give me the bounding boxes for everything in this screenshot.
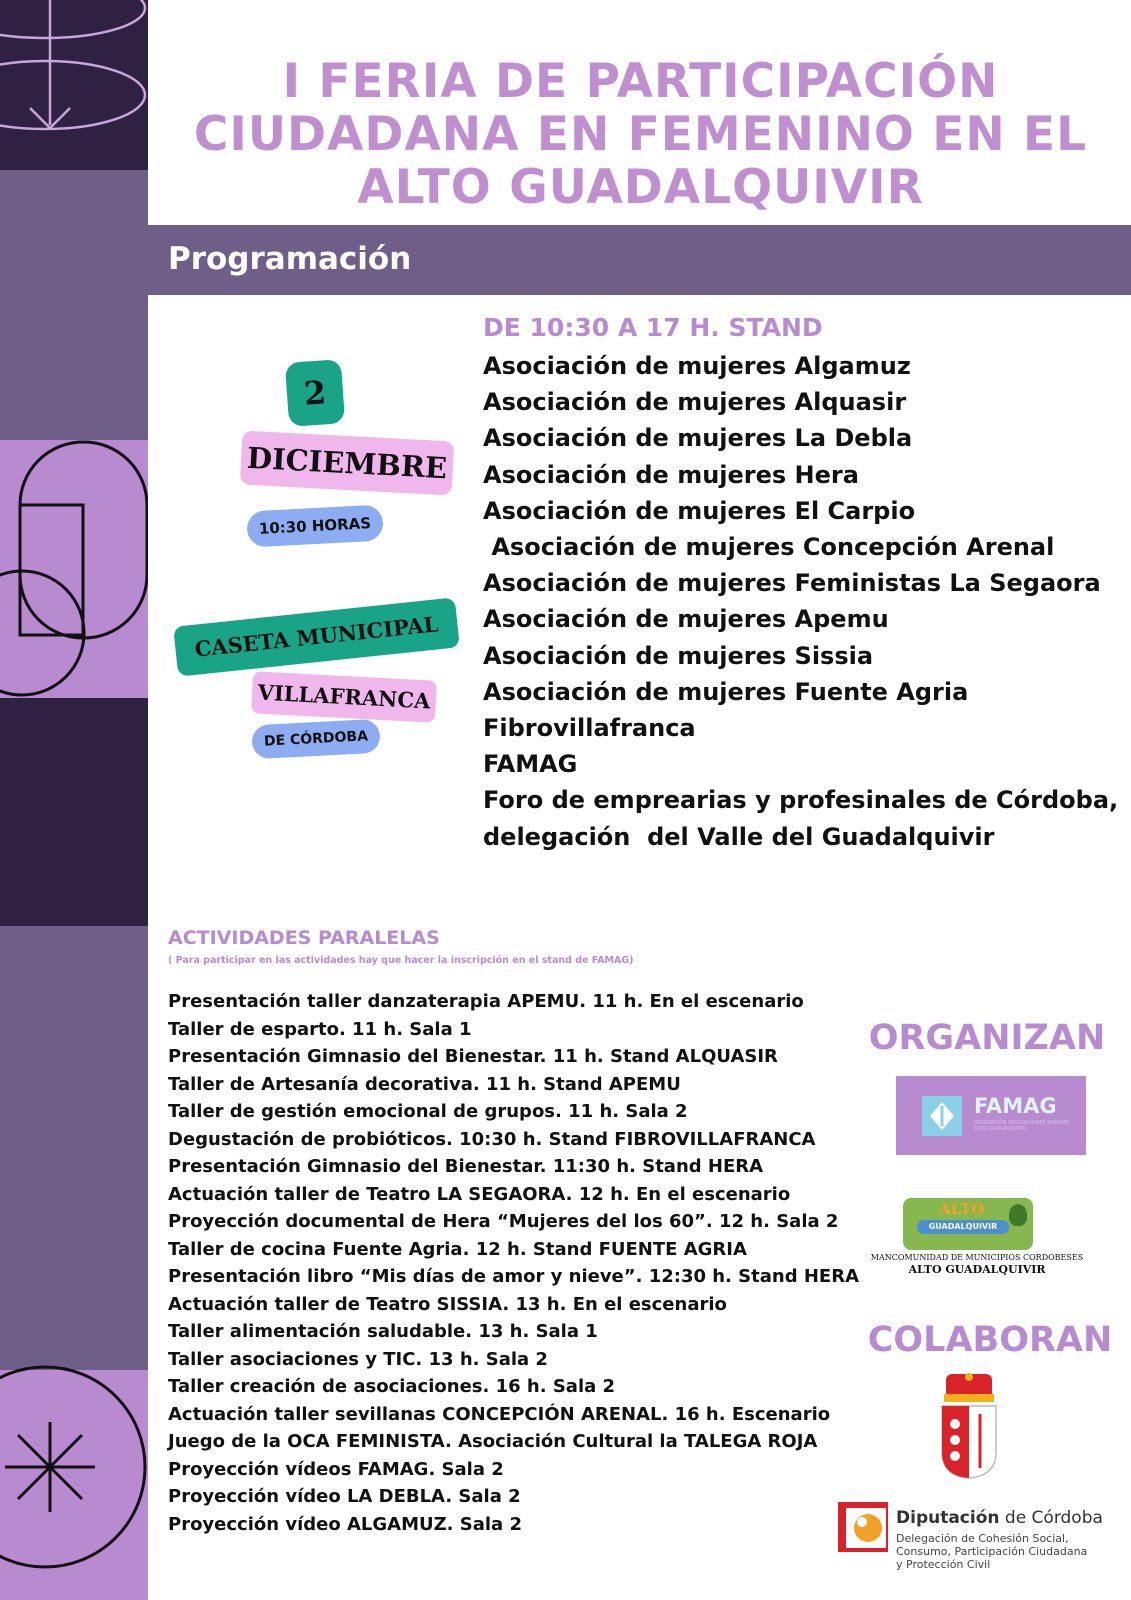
stand-item: Asociación de mujeres Algamuz <box>483 352 911 380</box>
stand-item: Asociación de mujeres Hera <box>483 460 859 489</box>
ellipse-ornament-top <box>0 0 145 38</box>
title-line-3: ALTO GUADALQUIVIR <box>357 160 924 215</box>
stand-item: Asociación de mujeres Sissia <box>483 641 874 670</box>
activity-item: Taller creación de asociaciones. 16 h. Sala 2 <box>168 1376 616 1397</box>
diputacion-line-2: Consumo, Participación Ciudadana <box>896 1545 1088 1558</box>
famag-logo-subtext: FEDERACIÓN ASOCIACIONES MUJERES ALTO GUADALQUIVIR <box>974 1120 1070 1132</box>
stand-item: Foro de emprearias y profesinales de Córdoba, <box>483 786 1119 815</box>
tree-icon <box>1009 1204 1027 1226</box>
stand-item: Asociación de mujeres Apemu <box>483 605 889 634</box>
diputacion-name-bold: Diputación <box>896 1508 1000 1528</box>
activities-note: ( Para participar en las actividades hay que hacer la inscripción en el stand de FAMAG) <box>168 955 634 966</box>
stand-item: FAMAG <box>483 750 578 779</box>
town-badge: VILLAFRANCA <box>251 671 437 723</box>
activity-item: Proyección vídeos FAMAG. Sala 2 <box>168 1458 504 1480</box>
famag-logo-text: FAMAG <box>974 1094 1057 1118</box>
ellipse-ornament-bottom <box>0 61 145 129</box>
famag-logo <box>896 1076 1086 1155</box>
stand-item: Asociación de mujeres Alquasir <box>483 388 907 417</box>
activity-item: Presentación libro “Mis días de amor y nieve”. 12:30 h. Stand HERA <box>168 1266 860 1287</box>
activities-heading: ACTIVIDADES PARALELAS <box>168 927 440 949</box>
sidebar-line-art <box>0 0 148 1600</box>
diputacion-line-1: Delegación de Cohesión Social, <box>896 1532 1069 1545</box>
activity-item: Proyección documental de Hera “Mujeres del los 60”. 12 h. Sala 2 <box>168 1211 839 1232</box>
section-title: Programación <box>168 241 412 277</box>
stand-item: Asociación de mujeres La Debla <box>483 424 913 453</box>
circle-outline <box>0 571 84 695</box>
activities-list <box>168 988 859 1538</box>
activity-item: Taller alimentación saludable. 13 h. Sala 1 <box>168 1321 598 1342</box>
diputacion-name-rest: de Córdoba <box>999 1508 1103 1528</box>
activity-item: Taller de esparto. 11 h. Sala 1 <box>168 1018 472 1040</box>
date-month-badge: DICIEMBRE <box>240 430 455 495</box>
activity-item: Taller asociaciones y TIC. 13 h. Sala 2 <box>168 1348 548 1370</box>
title-line-2: CIUDADANA EN FEMENINO EN EL <box>193 107 1088 162</box>
activity-item: Proyección vídeo LA DEBLA. Sala 2 <box>168 1486 521 1507</box>
organizers-heading: ORGANIZAN <box>868 1018 1106 1058</box>
activity-item: Presentación taller danzaterapia APEMU. 11 h. En el escenario <box>168 991 804 1012</box>
title-line-1: I FERIA DE PARTICIPACIÓN <box>282 54 999 109</box>
collaborators-heading: COLABORAN <box>867 1320 1113 1360</box>
alto-logo-word: ALTO <box>939 1200 985 1218</box>
alto-logo-caption-2: ALTO GUADALQUIVIR <box>908 1263 1046 1276</box>
activity-item: Actuación taller de Teatro SISSIA. 13 h. En el escenario <box>168 1293 727 1315</box>
stand-list <box>483 348 1118 855</box>
activity-item: Taller de Artesanía decorativa. 11 h. Stand APEMU <box>168 1073 681 1095</box>
activity-item: Degustación de probióticos. 10:30 h. Stand FIBROVILLAFRANCA <box>168 1128 816 1150</box>
activity-item: Actuación taller sevillanas CONCEPCIÓN ARENAL. 16 h. Escenario <box>168 1403 831 1425</box>
page-title <box>150 55 1131 214</box>
activity-item: Taller de gestión emocional de grupos. 11 h. Sala 2 <box>168 1101 688 1122</box>
stand-item: Asociación de mujeres Fuente Agria <box>483 677 969 706</box>
stand-item: Asociación de mujeres Feministas La Segaora <box>483 569 1101 598</box>
activity-item: Presentación Gimnasio del Bienestar. 11:30 h. Stand HERA <box>168 1156 764 1177</box>
coat-of-arms-icon <box>936 1372 1002 1480</box>
alto-logo-band: GUADALQUIVIR <box>917 1220 1009 1234</box>
stand-item: Asociación de mujeres El Carpio <box>483 496 916 525</box>
diputacion-line-3: y Protección Civil <box>896 1558 991 1571</box>
stand-heading: DE 10:30 A 17 H. STAND <box>483 313 823 342</box>
famag-diamond-icon <box>922 1096 962 1136</box>
time-badge: 10:30 HORAS <box>246 504 384 547</box>
alto-guadalquivir-logo <box>903 1198 1033 1250</box>
section-header-bar <box>148 225 1131 295</box>
activity-item: Presentación Gimnasio del Bienestar. 11 h. Stand ALQUASIR <box>168 1046 778 1067</box>
alto-logo-caption-1: MANCOMUNIDAD DE MUNICIPIOS CORDOBESES <box>870 1253 1084 1262</box>
activity-item: Proyección vídeo ALGAMUZ. Sala 2 <box>168 1513 522 1535</box>
activity-item: Taller de cocina Fuente Agria. 12 h. Stand FUENTE AGRIA <box>168 1238 747 1260</box>
stand-item: Fibrovillafranca <box>483 714 696 743</box>
famag-logo-mark-icon <box>922 1096 962 1136</box>
diputacion-name <box>896 1508 1103 1528</box>
asterisk-icon <box>5 1422 95 1512</box>
date-day-badge: 2 <box>285 359 345 427</box>
province-badge: DE CÓRDOBA <box>251 719 381 760</box>
activity-item: Actuación taller de Teatro LA SEGAORA. 12 h. En el escenario <box>168 1183 791 1205</box>
stand-item: delegación del Valle del Guadalquivir <box>483 822 995 851</box>
stand-item: Asociación de mujeres Concepción Arenal <box>483 533 1055 562</box>
diputacion-logo-icon <box>838 1502 888 1552</box>
diputacion-subtitle <box>896 1532 1087 1571</box>
activity-item: Juego de la OCA FEMINISTA. Asociación Cultural la TALEGA ROJA <box>168 1431 818 1452</box>
venue-badge: CASETA MUNICIPAL <box>173 597 460 676</box>
